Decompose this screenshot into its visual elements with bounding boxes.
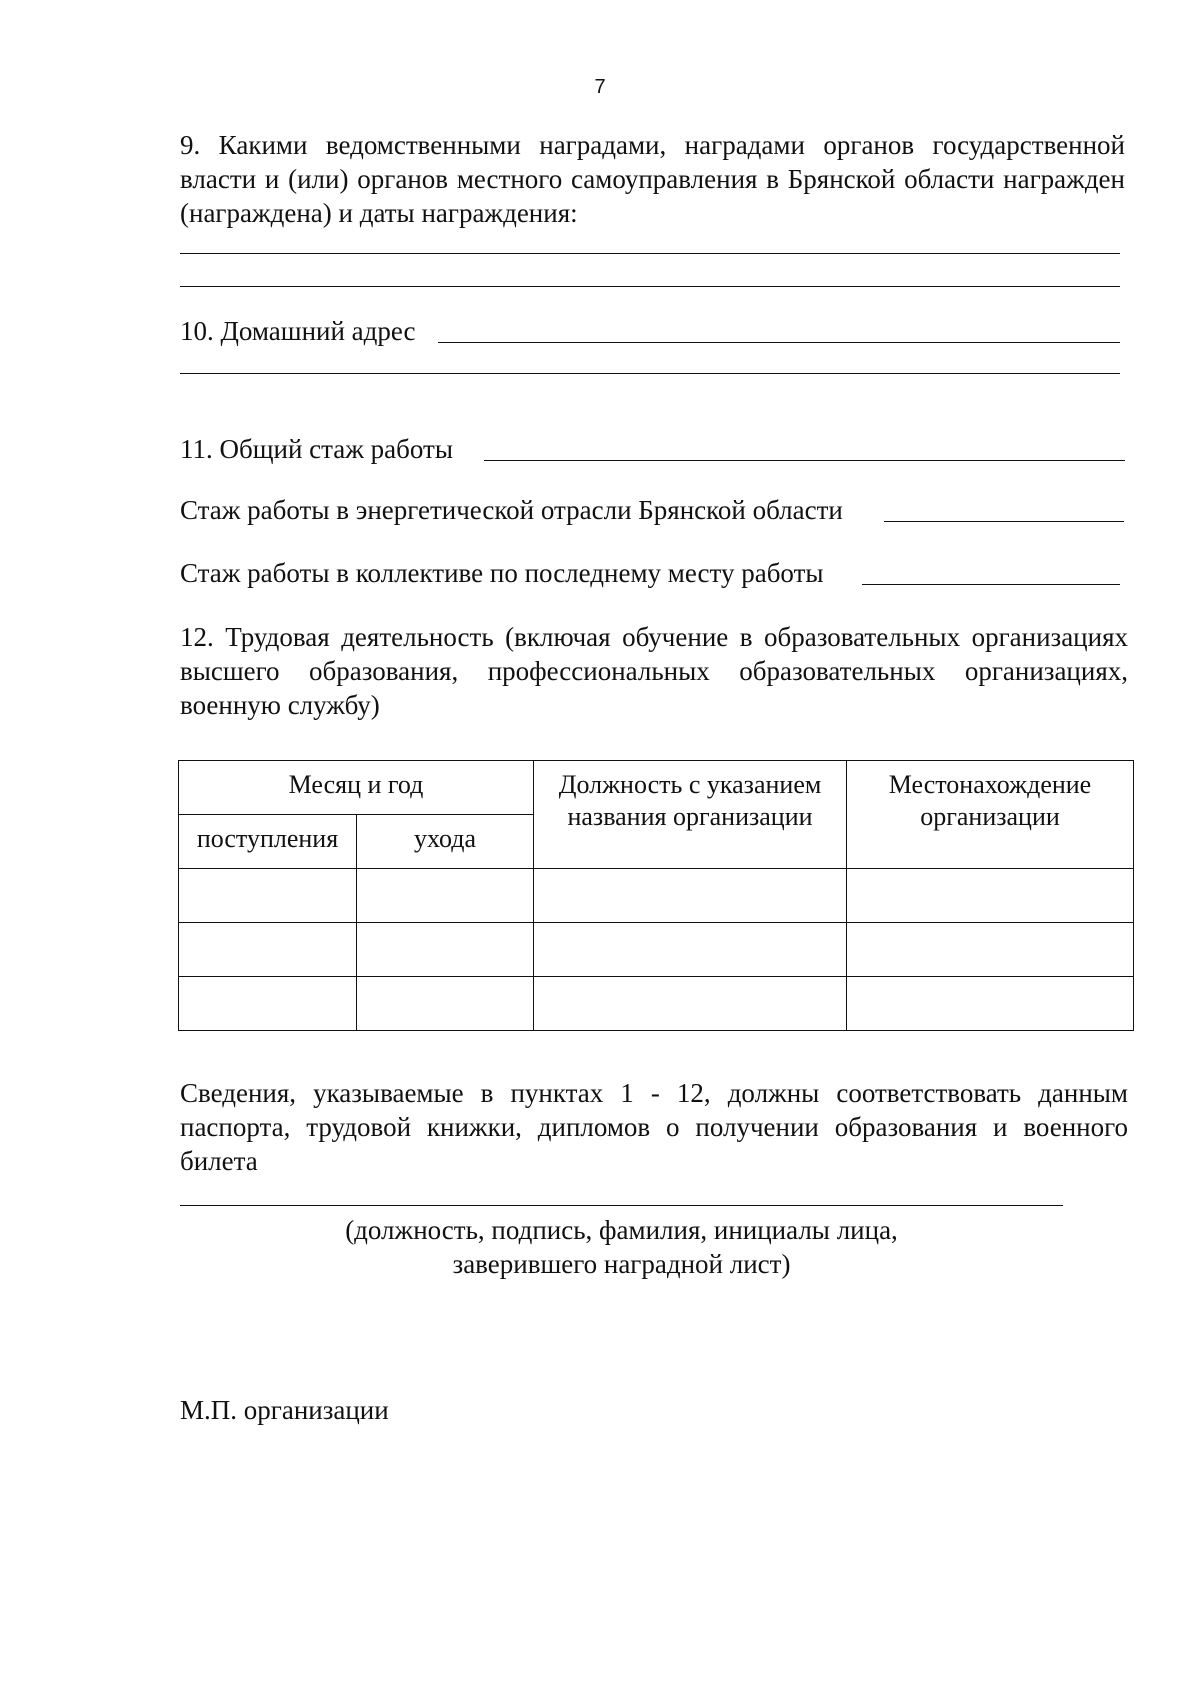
table-cell[interactable] <box>179 869 357 923</box>
signature-line[interactable] <box>180 1205 1063 1206</box>
header-month-year: Месяц и год <box>179 761 534 815</box>
table-cell[interactable] <box>847 977 1134 1031</box>
table-cell[interactable] <box>179 977 357 1031</box>
header-start: поступления <box>179 815 357 869</box>
table-cell[interactable] <box>357 923 534 977</box>
table-cell[interactable] <box>534 923 847 977</box>
header-location: Местонахождение организации <box>847 761 1134 869</box>
note-text: Сведения, указываемые в пунктах 1 - 12, должны соответствовать данным паспорта, трудовой книжки, дипломов о получении образования и военного билета <box>180 1078 1128 1176</box>
table-cell[interactable] <box>534 977 847 1031</box>
table-row <box>179 869 1134 923</box>
table-cell[interactable] <box>357 977 534 1031</box>
signature-caption-line-1: (должность, подпись, фамилия, инициалы лица, <box>345 1215 898 1245</box>
q9-answer-line-1[interactable] <box>180 253 1120 254</box>
table-row <box>179 977 1134 1031</box>
q12-work-history-text: 12. Трудовая деятельность (включая обучение в образовательных организациях высшего образования, профессиональных образовательных организациях, военную службу) <box>180 622 1128 720</box>
q10-address-line-1[interactable] <box>438 342 1120 343</box>
table-cell[interactable] <box>534 869 847 923</box>
q11-energy-experience-line[interactable] <box>884 521 1124 522</box>
table-cell[interactable] <box>847 923 1134 977</box>
work-history-table <box>178 760 1134 1031</box>
q10-address-line-2[interactable] <box>180 373 1120 374</box>
q11-total-experience-line[interactable] <box>484 460 1125 461</box>
table-cell[interactable] <box>179 923 357 977</box>
page-number: 7 <box>594 76 606 98</box>
header-end: ухода <box>357 815 534 869</box>
q11-total-experience-label: 11. Общий стаж работы <box>180 434 453 464</box>
table-cell[interactable] <box>357 869 534 923</box>
q9-awards-text: 9. Какими ведомственными наградами, наградами органов государственной власти и (или) органов местного самоуправления в Брянской области награжден (награждена) и даты награждения: <box>180 130 1125 228</box>
q11-team-experience-line[interactable] <box>862 584 1120 585</box>
q11-team-experience-label: Стаж работы в коллективе по последнему месту работы <box>180 558 824 588</box>
header-position: Должность с указанием названия организации <box>534 761 847 869</box>
q9-answer-line-2[interactable] <box>180 286 1120 287</box>
table-cell[interactable] <box>847 869 1134 923</box>
q11-energy-experience-label: Стаж работы в энергетической отрасли Брянской области <box>180 495 843 525</box>
q10-home-address-label: 10. Домашний адрес <box>180 316 416 346</box>
table-row <box>179 923 1134 977</box>
signature-caption-line-2: заверившего наградной лист) <box>452 1249 791 1279</box>
stamp-label: М.П. организации <box>180 1395 389 1425</box>
